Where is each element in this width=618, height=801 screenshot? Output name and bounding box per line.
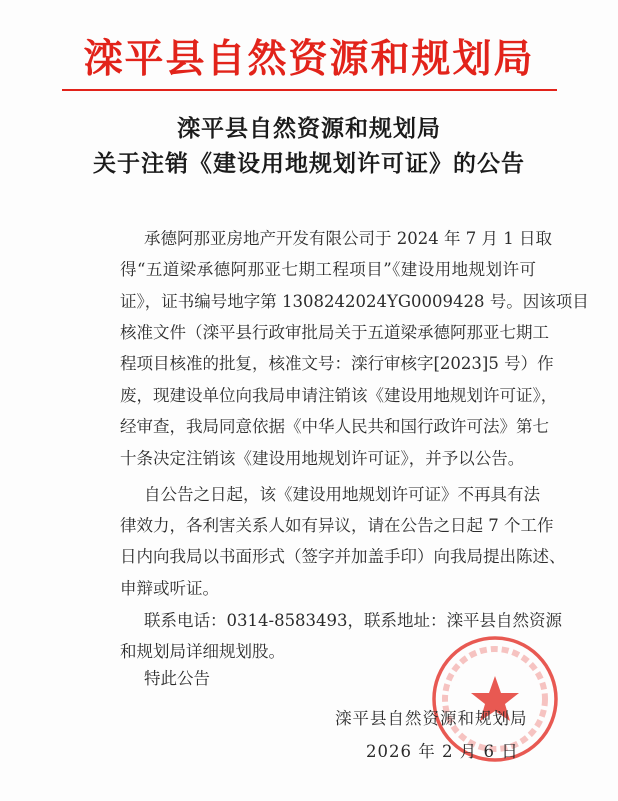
paragraph-1-line: 十条决定注销该《建设用地规划许可证》，并予以公告。 (120, 449, 525, 468)
paragraph-1-line: 经审查，我局同意依据《中华人民共和国行政许可法》第七 (120, 417, 549, 436)
paragraph-1-line: 证》，证书编号地字第 1308242024YG0009428 号。因该项目 (120, 292, 589, 311)
paragraph-1-line: 废，现建设单位向我局申请注销该《建设用地规划许可证》， (120, 386, 558, 405)
letterhead: 滦平县自然资源和规划局 (83, 37, 535, 82)
paragraph-3-line: 联系电话：0314-8583493，联系地址：滦平县自然资源 (144, 611, 563, 630)
paragraph-2-line: 自公告之日起，该《建设用地规划许可证》不再具有法 (144, 485, 540, 504)
paragraph-3-line: 和规划局详细规划股。 (120, 642, 285, 661)
title-line-2: 关于注销《建设用地规划许可证》的公告 (93, 150, 525, 177)
paragraph-4-line: 特此公告 (144, 669, 210, 688)
paragraph-1-line: 承德阿那亚房地产开发有限公司于 2024 年 7 月 1 日取 (144, 229, 552, 248)
letterhead-rule (62, 89, 557, 91)
paragraph-1-line: 得“五道梁承德阿那亚七期工程项目”《建设用地规划许可 (120, 260, 536, 279)
paragraph-1-line: 程项目核准的批复，核准文号：滦行审核字[2023]5 号）作 (120, 354, 554, 373)
paragraph-2-line: 律效力，各利害关系人如有异议，请在公告之日起 7 个工作 (120, 516, 554, 535)
signature-org: 滦平县自然资源和规划局 (335, 709, 528, 728)
paragraph-1-line: 核准文件（滦平县行政审批局关于五道梁承德阿那亚七期工 (120, 323, 549, 342)
paragraph-2-line: 日内向我局以书面形式（签字并加盖手印）向我局提出陈述、 (120, 547, 566, 566)
paragraph-2-line: 申辩或听证。 (120, 579, 219, 598)
signature-date: 2026 年 2 月 6 日 (366, 742, 519, 761)
title-line-1: 滦平县自然资源和规划局 (177, 115, 441, 142)
